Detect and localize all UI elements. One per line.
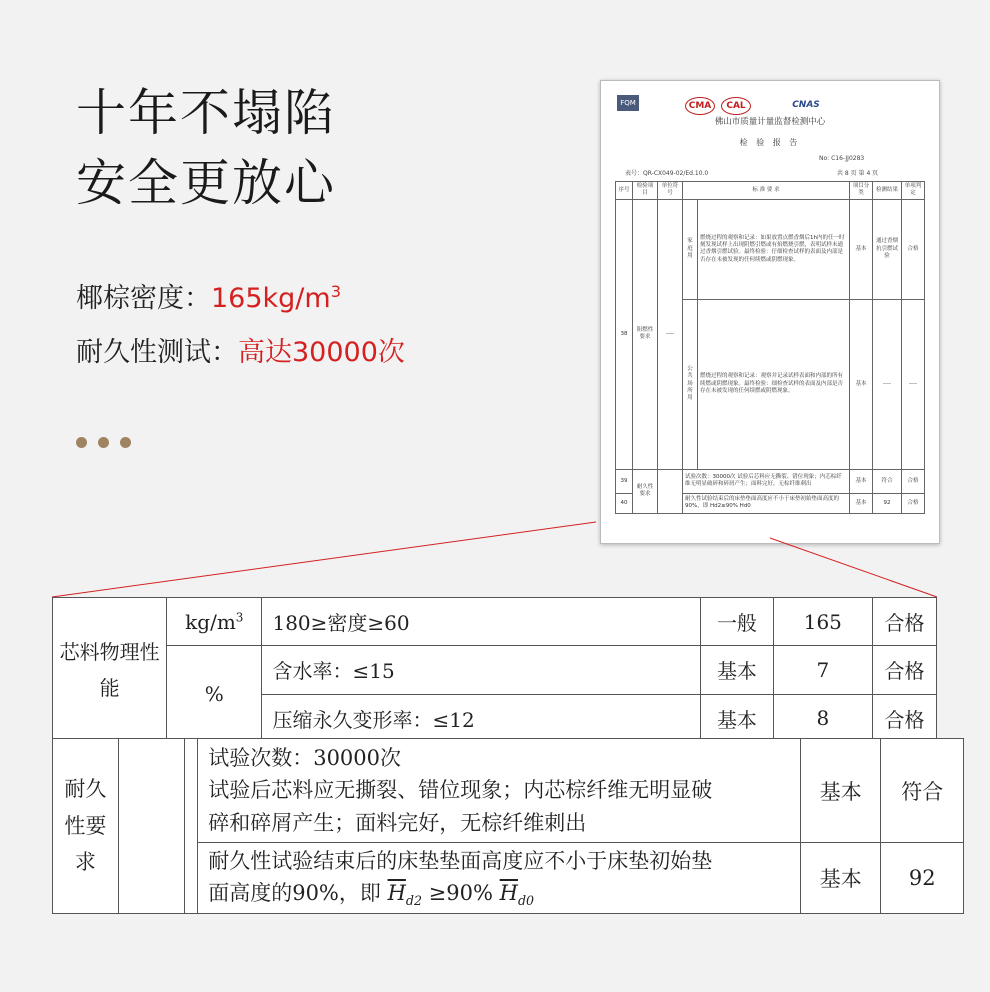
callout-line-left xyxy=(52,522,596,597)
report-cell: 合格 xyxy=(902,199,925,299)
unit-cell: % xyxy=(167,646,262,743)
zoom-table-durability xyxy=(52,738,964,914)
requirement-cell: 压缩永久变形率：≤12 xyxy=(262,694,701,742)
zoom-table-physical xyxy=(52,597,937,743)
decorative-dots xyxy=(76,437,131,448)
report-cell: 基本 xyxy=(850,469,873,493)
report-cell: 公共场所用 xyxy=(683,299,698,469)
dot-icon xyxy=(120,437,131,448)
report-cell: 耐久性要求 xyxy=(633,469,658,513)
report-cell xyxy=(658,469,683,513)
empty-cell xyxy=(184,739,198,914)
dot-icon xyxy=(98,437,109,448)
spec-density xyxy=(76,276,341,315)
report-cell: 39 xyxy=(616,469,633,493)
class-cell: 一般 xyxy=(701,598,773,646)
spec-durability-label: 耐久性测试： xyxy=(76,337,238,368)
report-cell: 40 xyxy=(616,493,633,513)
report-cell: 家庭用 xyxy=(683,199,698,299)
report-cell: 试验次数：30000次 试验后芯料应无撕裂、错位现象；内芯棕纤维无明显破碎和碎屑产生；面料完好，无棕纤维刺出 xyxy=(683,469,850,493)
cnas-seal: CNAS xyxy=(792,100,820,110)
judge-cell: 合格 xyxy=(873,646,937,694)
report-cell: 燃烧过程的观察和记录：观察并记录试样表面和内部的所有续燃或阴燃现象。最终检验：细检查试样的表面及内部是否存在未被发现的任何续燃或阴燃现象。 xyxy=(698,299,850,469)
report-header: 检验项目 xyxy=(633,182,658,200)
report-page-info: 共 8 页 第 4 页 xyxy=(837,170,879,177)
report-cell: 92 xyxy=(873,493,902,513)
spec-durability xyxy=(76,330,405,369)
report-cell: ---- xyxy=(658,199,683,469)
test-report-image xyxy=(600,80,940,544)
result-cell: 7 xyxy=(773,646,873,694)
report-header: 单位符号 xyxy=(658,182,683,200)
class-cell: 基本 xyxy=(701,646,773,694)
headline-line-1: 十年不塌陷 xyxy=(76,84,336,142)
spec-density-value: $165kg/m^3$ xyxy=(211,282,342,314)
report-cell: 合格 xyxy=(902,469,925,493)
report-no: No: C16-JJ0283 xyxy=(819,155,865,162)
report-header: 单项判定 xyxy=(902,182,925,200)
report-header: 标 准 要 求 xyxy=(683,182,850,200)
empty-cell xyxy=(118,739,184,914)
report-cell: 基本 xyxy=(850,493,873,513)
durability-item-cell: 耐久 性要 求 xyxy=(53,739,119,914)
result-cell: 8 xyxy=(773,694,873,742)
report-form-no: 表号：QR-CX049-02/Ed.10.0 xyxy=(625,170,709,177)
callout-line-right xyxy=(770,538,937,597)
report-cell: ---- xyxy=(873,299,902,469)
class-cell: 基本 xyxy=(701,694,773,742)
class-cell: 基本 xyxy=(801,739,881,843)
requirement-cell: 耐久性试验结束后的床垫垫面高度应不小于床垫初始垫 面高度的90%，即 $\overline{H}_{d2} \ge 90\%$ $\overline{H}_{d0}$ xyxy=(198,843,801,914)
report-doc-title: 检 验 报 告 xyxy=(739,138,801,147)
report-header: 序号 xyxy=(616,182,633,200)
report-header: 项目分类 xyxy=(850,182,873,200)
report-cell: 基本 xyxy=(850,299,873,469)
report-cell: 合格 xyxy=(902,493,925,513)
headline-line-2: 安全更放心 xyxy=(76,154,336,212)
requirement-cell: 180≥密度≥60 xyxy=(262,598,701,646)
result-cell: 165 xyxy=(773,598,873,646)
report-cell: 通过香烟抗引燃试验 xyxy=(873,199,902,299)
result-cell: 符合 xyxy=(881,739,964,843)
requirement-cell: 试验次数：30000次 试验后芯料应无撕裂、错位现象；内芯棕纤维无明显破 碎和碎屑产生；面料完好，无棕纤维刺出 xyxy=(198,739,801,843)
result-cell: 92 xyxy=(881,843,964,914)
report-cell: ---- xyxy=(902,299,925,469)
unit-cell: $kg/m^3$ xyxy=(167,598,262,646)
report-cell: 符合 xyxy=(873,469,902,493)
judge-cell: 合格 xyxy=(873,598,937,646)
report-table xyxy=(615,181,925,514)
report-logo: FQM xyxy=(617,95,639,111)
cma-seal: CMA xyxy=(685,97,715,115)
report-cell: 基本 xyxy=(850,199,873,299)
dot-icon xyxy=(76,437,87,448)
category-cell: 芯料物理性能 xyxy=(53,598,167,743)
spec-density-label: 椰棕密度： xyxy=(76,283,211,314)
report-header: 检测结果 xyxy=(873,182,902,200)
requirement-cell: 含水率：≤15 xyxy=(262,646,701,694)
spec-durability-value: 高达30000次 xyxy=(238,337,405,368)
report-cell: 38 xyxy=(616,199,633,469)
cal-seal: CAL xyxy=(721,97,751,115)
class-cell: 基本 xyxy=(801,843,881,914)
judge-cell: 合格 xyxy=(873,694,937,742)
report-cell: 耐久性试验结束后的床垫垫面高度应不小于床垫初始垫面高度的90%，即 Hd2≥90% Hd0 xyxy=(683,493,850,513)
report-center-name: 佛山市质量计量监督检测中心 xyxy=(714,117,826,127)
report-cell: 燃烧过程的观察和记录：如果放置点燃香烟后1h内的任一时刻发现试样上出现阴燃引燃或有焰燃烧引燃，表明试样未通过香烟引燃试验。最终检验：仔细检查试样的表面及内部是否存在未被发现的任何续燃或阴燃现象。 xyxy=(698,199,850,299)
report-cell: 阻燃性要求 xyxy=(633,199,658,469)
